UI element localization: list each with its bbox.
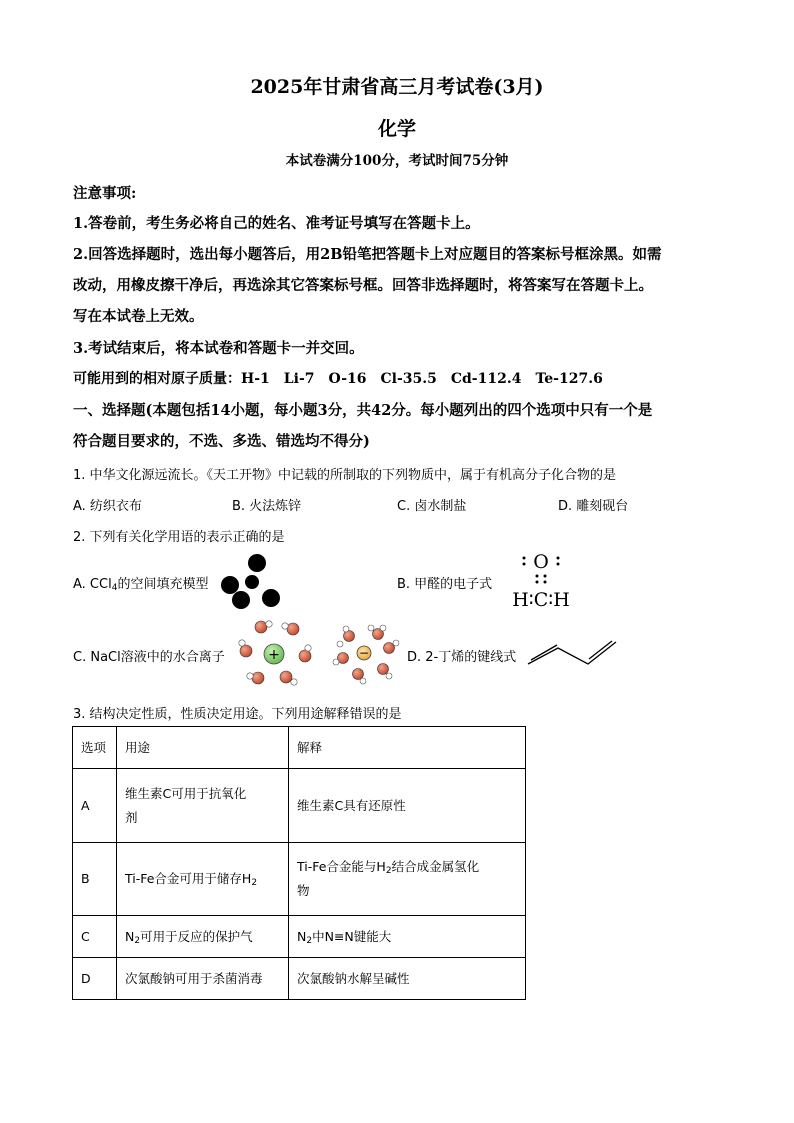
q2-option-a-suffix: 的空间填充模型 — [117, 577, 209, 592]
row-b-exp-subscript: 2 — [385, 866, 392, 876]
row-a-use-line-2: 剂 — [125, 809, 138, 825]
row-b-use-text: Ti-Fe合金可用于储存H — [125, 871, 252, 886]
row-b-use-subscript: 2 — [251, 878, 258, 888]
row-b-exp-suffix: 结合成金属氢化 — [391, 859, 480, 874]
row-b-exp-line-2: 物 — [297, 883, 310, 898]
atomic-mass-line: 可能用到的相对原子质量：H-1 Li-7 O-16 Cl-35.5 Cd-112.4 Te-127.6 — [73, 371, 603, 387]
row-c-use — [117, 916, 289, 958]
row-a-use — [117, 769, 289, 843]
subject-title: 化学 — [377, 118, 416, 140]
formaldehyde-oxygen-label: O — [533, 551, 549, 573]
table-header-row — [73, 727, 526, 769]
header-explanation: 解释 — [289, 727, 526, 769]
notes-heading: 注意事项: — [73, 185, 137, 202]
table-row — [73, 843, 526, 916]
row-a-option: A — [73, 769, 117, 843]
q2-option-a-subscript: 4 — [111, 583, 118, 593]
q3-table — [72, 726, 526, 1000]
header-option: 选项 — [73, 727, 117, 769]
exam-title: 2025年甘肃省高三月考试卷(3月) — [250, 76, 544, 98]
hydrated-ions-image — [236, 616, 400, 688]
note-item-3: 3.考试结束后，将本试卷和答题卡一并交回。 — [73, 340, 364, 357]
q2-option-c: C. NaCl溶液中的水合离子 — [73, 650, 225, 665]
q2-stem: 2. 下列有关化学用语的表示正确的是 — [73, 530, 285, 545]
q2-option-a — [73, 573, 208, 592]
row-c-exp-subscript: 2 — [306, 935, 313, 946]
table-row — [73, 769, 526, 843]
anion-minus-sign: − — [358, 646, 370, 660]
row-a-explanation: 维生素C具有还原性 — [289, 769, 526, 843]
row-d-option: D — [73, 958, 117, 1000]
q1-option-d: D. 雕刻砚台 — [558, 499, 629, 514]
row-c-exp-prefix: N — [297, 928, 307, 944]
exam-info: 本试卷满分100分，考试时间75分钟 — [285, 153, 509, 169]
q1-option-c: C. 卤水制盐 — [397, 499, 467, 514]
table-row — [73, 916, 526, 958]
cation-cluster — [239, 621, 311, 685]
row-d-explanation: 次氯酸钠水解呈碱性 — [289, 958, 526, 1000]
table-row — [73, 958, 526, 1000]
row-c-explanation — [289, 916, 526, 958]
row-b-use — [117, 843, 289, 916]
note-item-2-line-3: 写在本试卷上无效。 — [73, 308, 204, 325]
row-c-use-subscript: 2 — [134, 935, 141, 946]
header-use: 用途 — [117, 727, 289, 769]
row-a-use-line-1: 维生素C可用于抗氧化 — [125, 785, 247, 801]
row-d-use: 次氯酸钠可用于杀菌消毒 — [117, 958, 289, 1000]
q1-option-a: A. 纺织衣布 — [73, 499, 142, 514]
q3-stem: 3. 结构决定性质，性质决定用途。下列用途解释错误的是 — [73, 707, 402, 722]
2-butene-skeletal-formula — [526, 636, 620, 668]
row-b-exp-prefix: Ti-Fe合金能与H — [297, 859, 386, 874]
q1-stem: 1. 中华文化源远流长。《天工开物》中记载的所制取的下列物质中，属于有机高分子化合物的是 — [73, 468, 617, 483]
row-c-exp-suffix: 中N≡N键能大 — [312, 928, 392, 944]
formaldehyde-electron-formula — [498, 548, 584, 614]
section1-line-1: 一、选择题(本题包括14小题，每小题3分，共42分。每小题列出的四个选项中只有一个是 — [73, 402, 653, 419]
q2-option-d: D. 2-丁烯的键线式 — [407, 650, 517, 665]
note-item-2-line-2: 改动，用橡皮擦干净后，再选涂其它答案标号框。回答非选择题时，将答案写在答题卡上。 — [73, 277, 653, 294]
formaldehyde-hch-label: H∶C∶H — [512, 589, 570, 611]
anion-cluster — [333, 625, 399, 684]
note-item-1: 1.答卷前，考生务必将自己的姓名、准考证号填写在答题卡上。 — [73, 215, 480, 232]
ccl4-space-filling-model-image — [212, 550, 288, 612]
row-c-use-suffix: 可用于反应的保护气 — [140, 928, 253, 944]
row-b-explanation — [289, 843, 526, 916]
note-item-2-line-1: 2.回答选择题时，选出每小题答后，用2B铅笔把答题卡上对应题目的答案标号框涂黑。如需 — [73, 246, 662, 263]
q2-option-b: B. 甲醛的电子式 — [397, 577, 493, 592]
section1-line-2: 符合题目要求的，不选、多选、错选均不得分) — [73, 433, 370, 450]
row-c-use-prefix: N — [125, 928, 135, 944]
q2-option-a-prefix: A. CCl — [73, 577, 112, 592]
cation-plus-sign: + — [268, 647, 280, 663]
q1-option-b: B. 火法炼锌 — [232, 499, 302, 514]
row-b-option: B — [73, 843, 117, 916]
row-c-option: C — [73, 916, 117, 958]
